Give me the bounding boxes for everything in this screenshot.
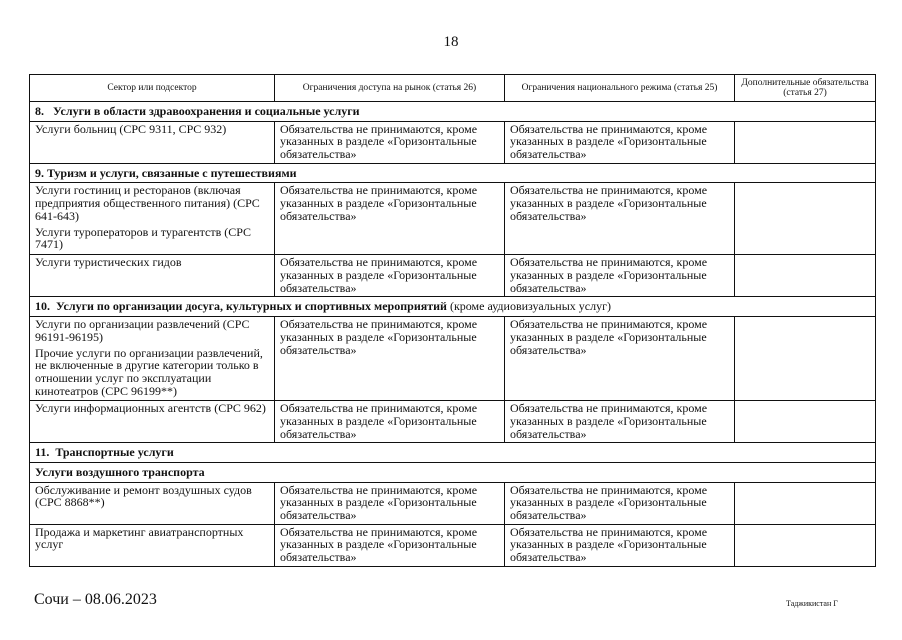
market-access-cell: Обязательства не принимаются, кроме указанных в разделе «Горизонтальные обязательства»	[275, 317, 505, 401]
additional-commitments-cell	[735, 183, 876, 255]
national-treatment-cell: Обязательства не принимаются, кроме указанных в разделе «Горизонтальные обязательства»	[505, 524, 735, 566]
national-treatment-cell: Обязательства не принимаются, кроме указанных в разделе «Горизонтальные обязательства»	[505, 255, 735, 297]
section-title	[30, 443, 876, 463]
section-title-suffix: (кроме аудиовизуальных услуг)	[446, 299, 611, 314]
table-row	[30, 183, 876, 255]
table-row	[30, 121, 876, 163]
section-title-text: 10. Услуги по организации досуга, культурных и спортивных мероприятий	[35, 299, 447, 314]
sector-cell	[30, 183, 275, 255]
section-title	[30, 163, 876, 183]
sector-cell	[30, 482, 275, 524]
additional-commitments-cell	[735, 317, 876, 401]
commitments-table	[29, 74, 876, 567]
table-header-row	[30, 75, 876, 102]
header-additional-commitments: Дополнительные обязательства (статья 27)	[735, 75, 876, 102]
section-header-row	[30, 297, 876, 317]
national-treatment-cell: Обязательства не принимаются, кроме указанных в разделе «Горизонтальные обязательства»	[505, 482, 735, 524]
national-treatment-cell: Обязательства не принимаются, кроме указанных в разделе «Горизонтальные обязательства»	[505, 317, 735, 401]
footer-country: Таджикистан Г	[786, 599, 838, 608]
sector-text: Услуги гостиниц и ресторанов (включая предприятия общественного питания) (CPC 641-643)	[35, 183, 260, 223]
sector-text: Услуги туристических гидов	[35, 255, 182, 270]
market-access-cell: Обязательства не принимаются, кроме указанных в разделе «Горизонтальные обязательства»	[275, 121, 505, 163]
section-title-text: 8. Услуги в области здравоохранения и социальные услуги	[35, 104, 360, 118]
additional-commitments-cell	[735, 524, 876, 566]
sector-text: Прочие услуги по организации развлечений, не включенные в другие категории только в отношении услуг по эксплуатации кинотеатров (CPC 96199**)	[35, 345, 263, 398]
table-body	[30, 102, 876, 567]
section-title	[30, 297, 876, 317]
national-treatment-cell: Обязательства не принимаются, кроме указанных в разделе «Горизонтальные обязательства»	[505, 401, 735, 443]
section-title-text: 11. Транспортные услуги	[35, 445, 174, 460]
table-row	[30, 524, 876, 566]
sector-text: Обслуживание и ремонт воздушных судов (CPC 8868**)	[35, 482, 252, 510]
market-access-cell: Обязательства не принимаются, кроме указанных в разделе «Горизонтальные обязательства»	[275, 183, 505, 255]
sector-text: Услуги больниц (CPC 9311, CPC 932)	[35, 121, 227, 136]
table-row	[30, 482, 876, 524]
sector-text: Услуги туроператоров и турагентств (CPC 7471)	[35, 224, 251, 252]
table-row	[30, 317, 876, 401]
section-header-row	[30, 462, 876, 482]
sector-text: Услуги информационных агентств (CPC 962)	[35, 401, 266, 416]
sector-cell	[30, 401, 275, 443]
market-access-cell: Обязательства не принимаются, кроме указанных в разделе «Горизонтальные обязательства»	[275, 482, 505, 524]
additional-commitments-cell	[735, 255, 876, 297]
sector-cell	[30, 121, 275, 163]
header-market-access: Ограничения доступа на рынок (статья 26)	[275, 75, 505, 102]
market-access-cell: Обязательства не принимаются, кроме указанных в разделе «Горизонтальные обязательства»	[275, 401, 505, 443]
section-title	[30, 462, 876, 482]
national-treatment-cell: Обязательства не принимаются, кроме указанных в разделе «Горизонтальные обязательства»	[505, 183, 735, 255]
page-number: 18	[443, 34, 459, 50]
sector-cell	[30, 524, 275, 566]
header-national-treatment: Ограничения национального режима (статья 25)	[505, 75, 735, 102]
national-treatment-cell: Обязательства не принимаются, кроме указанных в разделе «Горизонтальные обязательства»	[505, 121, 735, 163]
market-access-cell: Обязательства не принимаются, кроме указанных в разделе «Горизонтальные обязательства»	[275, 524, 505, 566]
section-header-row	[30, 163, 876, 183]
sector-text: Продажа и маркетинг авиатранспортных услуг	[35, 524, 244, 552]
footer-place-date: Сочи – 08.06.2023	[34, 591, 157, 608]
sector-cell	[30, 255, 275, 297]
market-access-cell: Обязательства не принимаются, кроме указанных в разделе «Горизонтальные обязательства»	[275, 255, 505, 297]
table-row	[30, 255, 876, 297]
additional-commitments-cell	[735, 121, 876, 163]
sector-cell	[30, 317, 275, 401]
table-row	[30, 401, 876, 443]
section-header-row	[30, 443, 876, 463]
additional-commitments-cell	[735, 482, 876, 524]
section-title	[30, 102, 876, 122]
section-title-text: 9. Туризм и услуги, связанные с путешествиями	[35, 165, 297, 180]
sector-text: Услуги по организации развлечений (CPC 96191-96195)	[35, 317, 250, 344]
section-header-row	[30, 102, 876, 122]
section-title-text: Услуги воздушного транспорта	[35, 464, 205, 479]
header-sector: Сектор или подсектор	[30, 75, 275, 102]
additional-commitments-cell	[735, 401, 876, 443]
